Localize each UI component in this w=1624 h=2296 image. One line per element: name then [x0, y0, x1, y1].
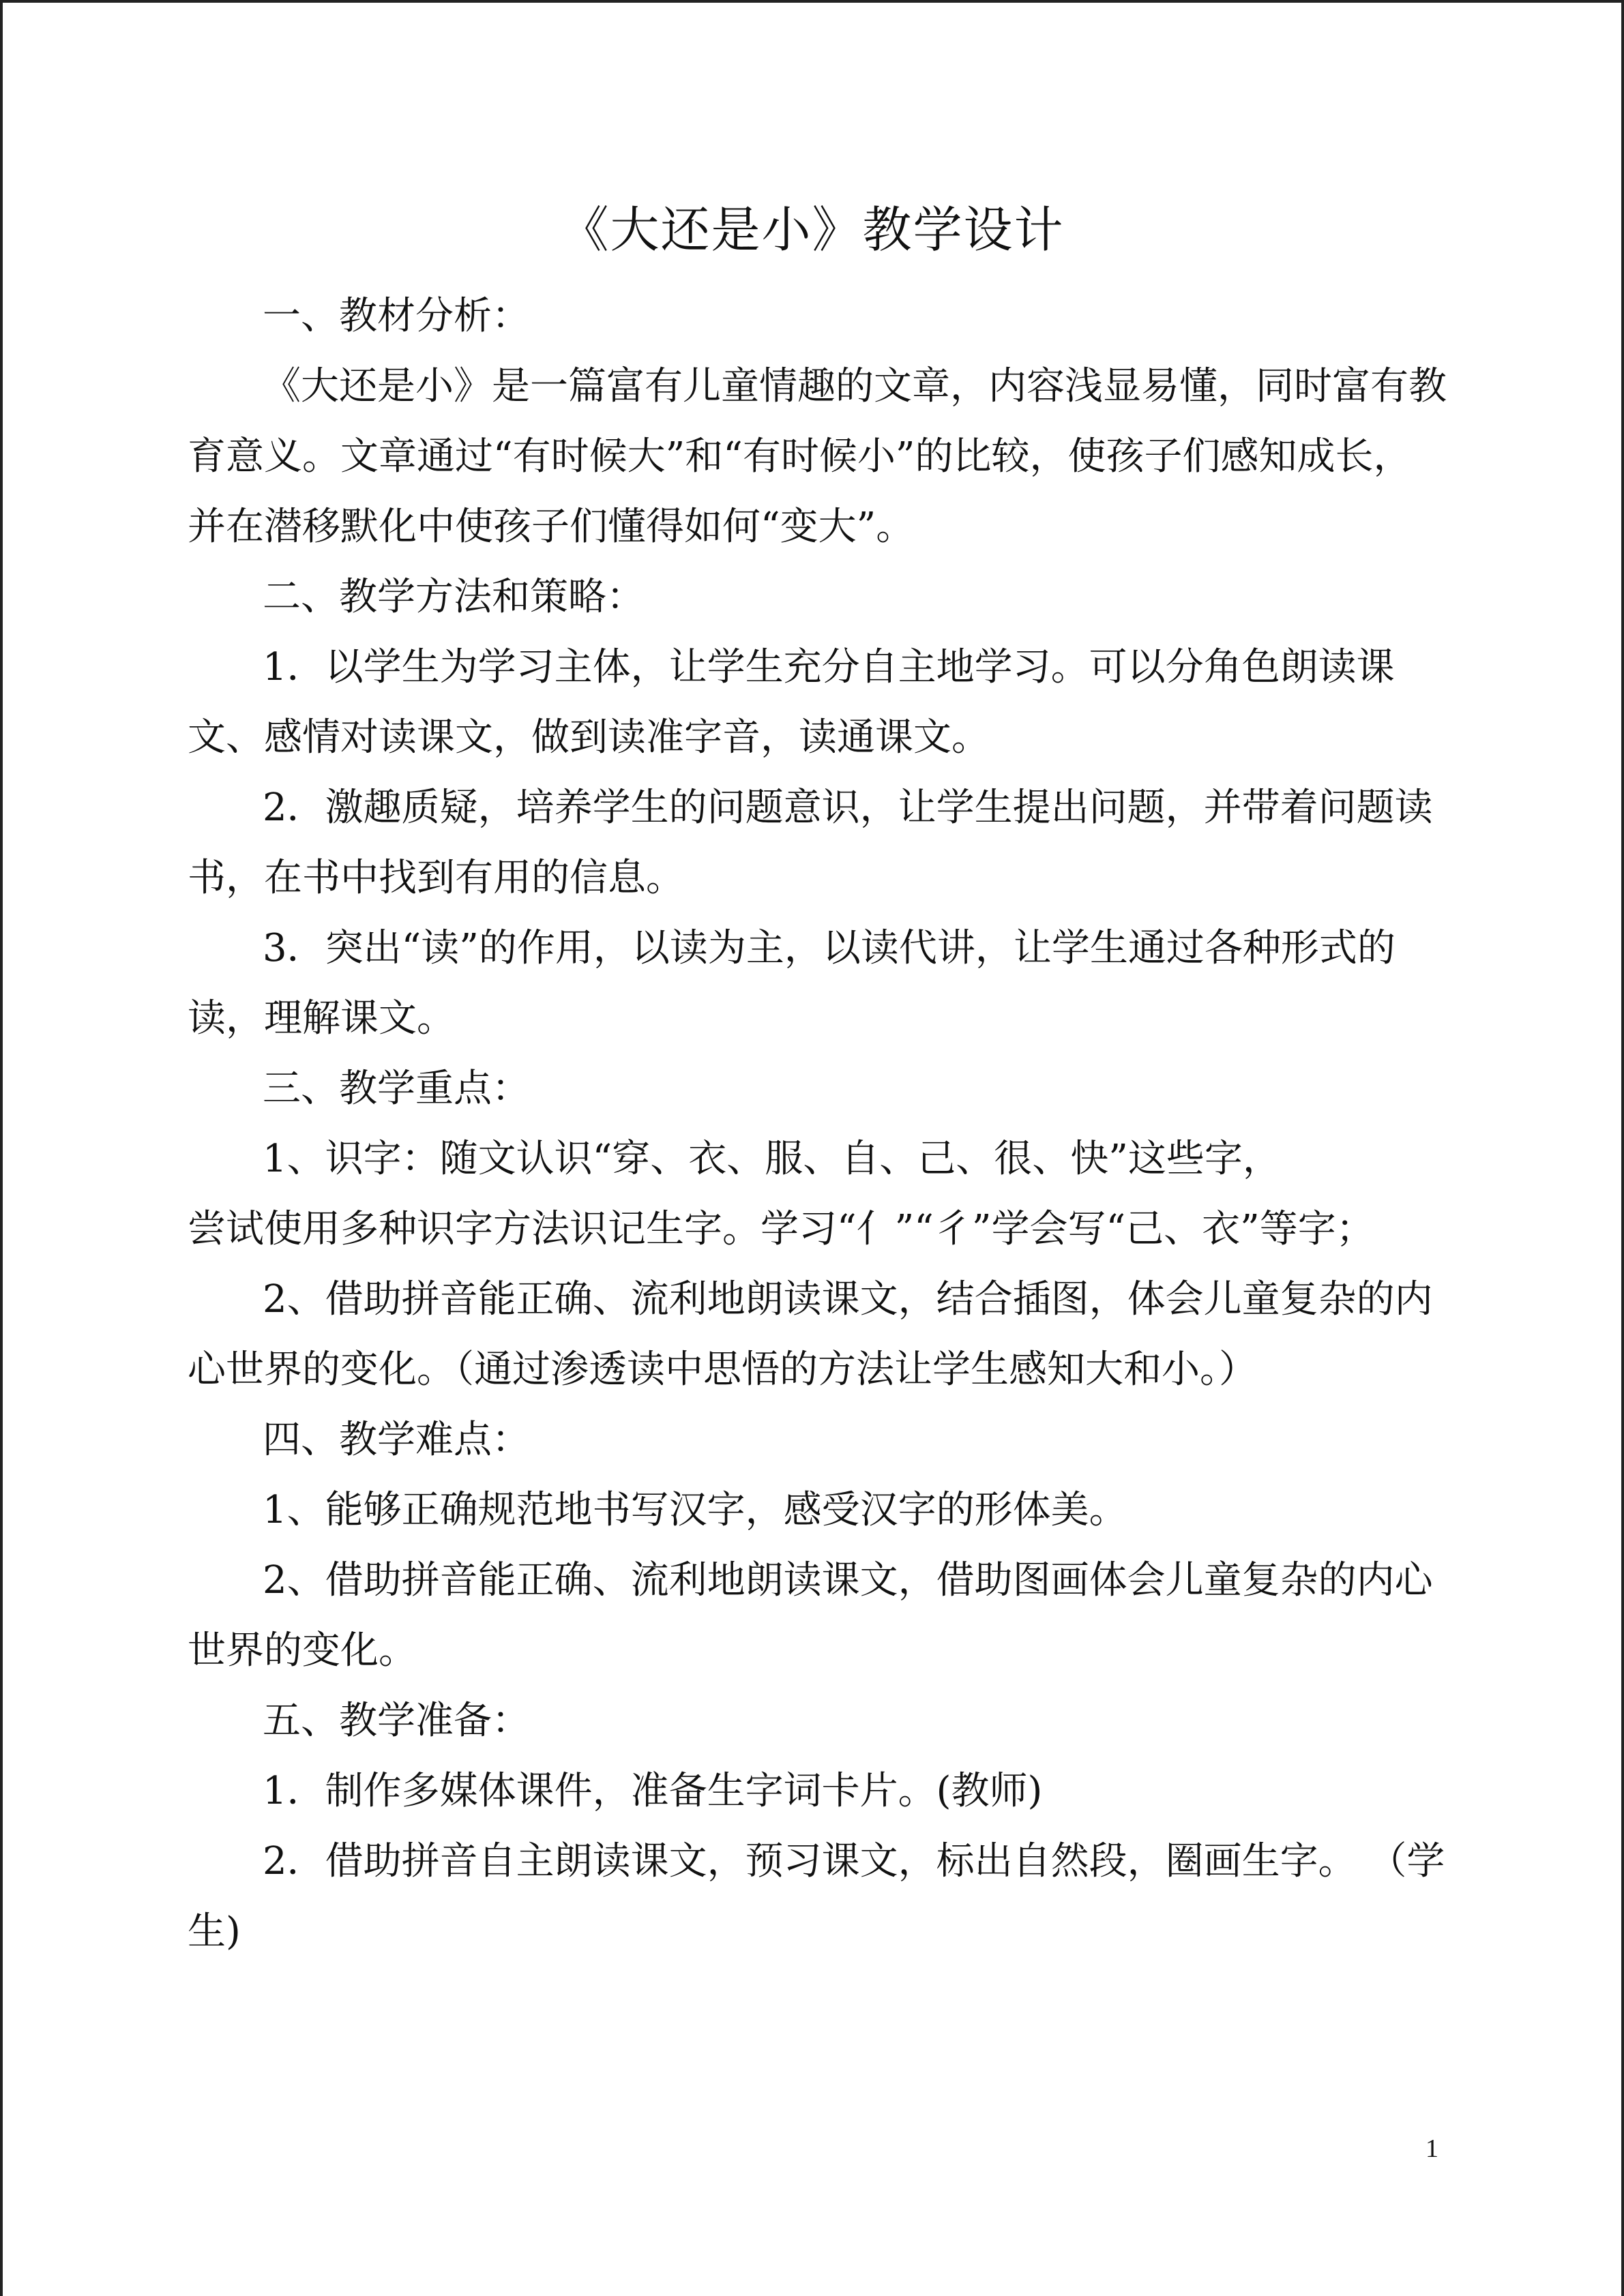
paragraph-key-point-1: 1、识字：随文认识“穿、衣、服、自、己、很、快”这些字， — [263, 1137, 1281, 1181]
paragraph-method-2: 2．激趣质疑，培养学生的问题意识，让学生提出问题，并带着问题读书，在书中找到有用的信息。 — [188, 786, 1433, 900]
paragraph-preparation-2: 2．借助拼音自主朗读课文，预习课文，标出自然段，圈画生字。 （学生) — [188, 1839, 1445, 1954]
section-heading-difficulties: 四、教学难点： — [263, 1418, 530, 1462]
paragraph-key-point-1-continued: 尝试使用多种识字方法识记生字。学习“亻”“彳”学会写“己、衣”等字； — [188, 1207, 1374, 1251]
page-title: 《大还是小》教学设计 — [559, 201, 1065, 258]
section-heading-methods: 二、教学方法和策略： — [263, 575, 645, 619]
page-number: 1 — [1426, 2134, 1438, 2163]
document-body — [188, 281, 1449, 1967]
paragraph-textbook-analysis: 《大还是小》是一篇富有儿童情趣的文章，内容浅显易懂，同时富有教育意义。文章通过“有时候大”和“有时候小”的比较，使孩子们感知成长，并在潜移默化中使孩子们懂得如何“变大”。 — [188, 364, 1447, 549]
paragraph-key-point-2: 2、借助拼音能正确、流利地朗读课文，结合插图，体会儿童复杂的内心世界的变化。（通过渗透读中思悟的方法让学生感知大和小。） — [188, 1277, 1433, 1392]
paragraph-difficulty-2: 2、借助拼音能正确、流利地朗读课文，借助图画体会儿童复杂的内心世界的变化。 — [188, 1558, 1433, 1673]
section-heading-preparation: 五、教学准备： — [263, 1699, 530, 1743]
paragraph-method-3: 3．突出“读”的作用，以读为主，以读代讲，让学生通过各种形式的读，理解课文。 — [188, 926, 1396, 1041]
paragraph-preparation-1: 1．制作多媒体课件，准备生字词卡片。(教师) — [263, 1769, 1043, 1813]
section-heading-textbook-analysis: 一、教材分析： — [263, 294, 530, 338]
paragraph-difficulty-1: 1、能够正确规范地书写汉字，感受汉字的形体美。 — [263, 1488, 1127, 1532]
section-heading-key-points: 三、教学重点： — [263, 1067, 530, 1111]
paragraph-method-1: 1．以学生为学习主体，让学生充分自主地学习。可以分角色朗读课文、感情对读课文，做到读准字音，读通课文。 — [188, 645, 1395, 760]
